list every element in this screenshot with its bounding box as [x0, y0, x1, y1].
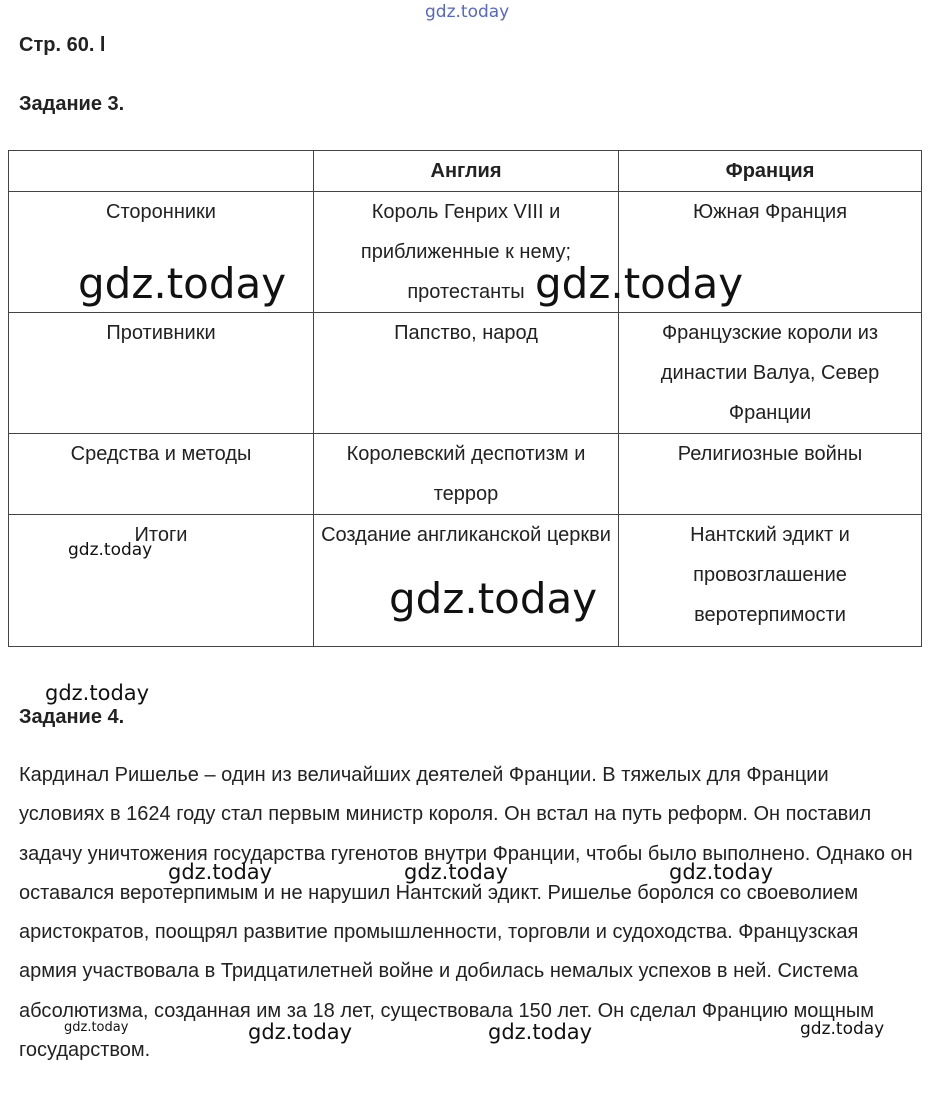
row-label: Итоги — [9, 515, 314, 647]
table-row — [9, 313, 922, 434]
task-3-heading: Задание 3. — [19, 93, 125, 115]
watermark: gdz.today — [68, 540, 153, 560]
watermark: gdz.today — [168, 860, 273, 884]
france-cell: Нантский эдикт и провозглашение веротерпимости — [619, 515, 922, 647]
header-cell-empty — [9, 151, 314, 192]
england-cell: Королевский деспотизм и террор — [314, 434, 619, 515]
table-header-row — [9, 151, 922, 192]
france-cell: Французские короли из династии Валуа, Север Франции — [619, 313, 922, 434]
watermark: gdz.today — [669, 860, 774, 884]
france-cell: Южная Франция — [619, 192, 922, 313]
header-cell-france: Франция — [619, 151, 922, 192]
watermark: gdz.today — [389, 574, 598, 623]
watermark: gdz.today — [64, 1020, 129, 1035]
watermark: gdz.today — [404, 860, 509, 884]
watermark: gdz.today — [45, 681, 150, 705]
england-cell: Создание англиканской церкви — [314, 515, 619, 647]
row-label: Противники — [9, 313, 314, 434]
row-label: Сторонники — [9, 192, 314, 313]
task-4-text: Кардинал Ришелье – один из величайших деятелей Франции. В тяжелых для Франции условиях в 1624 году стал первым министр короля. Он встал на путь реформ. Он поставил задачу уничтожения государства гугенотов внутри Франции, чтобы было выполнено. Однако он оставался веротерпимым и не нарушил Нантский эдикт. Ришелье боролся со своеволием аристократов, поощрял развитие промышленности, торговли и судоходства. Французская армия участвовала в Тридцатилетней войне и добилась немалых успехов в ней. Система абсолютизма, созданная им за 18 лет, существовала 150 лет. Он сделал Францию мощным государством. — [19, 764, 913, 1062]
france-cell: Религиозные войны — [619, 434, 922, 515]
page-reference: Стр. 60. l — [19, 34, 106, 56]
task-4-heading: Задание 4. — [19, 706, 125, 728]
header-cell-england: Англия — [314, 151, 619, 192]
england-cell: Король Генрих VIII и приближенные к нему; протестанты — [314, 192, 619, 313]
watermark: gdz.today — [535, 259, 744, 308]
row-label: Средства и методы — [9, 434, 314, 515]
watermark: gdz.today — [78, 259, 287, 308]
england-cell: Папство, народ — [314, 313, 619, 434]
watermark: gdz.today — [425, 2, 510, 22]
watermark: gdz.today — [800, 1019, 885, 1039]
table-row — [9, 434, 922, 515]
comparison-table — [8, 150, 922, 647]
watermark: gdz.today — [248, 1020, 353, 1044]
watermark: gdz.today — [488, 1020, 593, 1044]
